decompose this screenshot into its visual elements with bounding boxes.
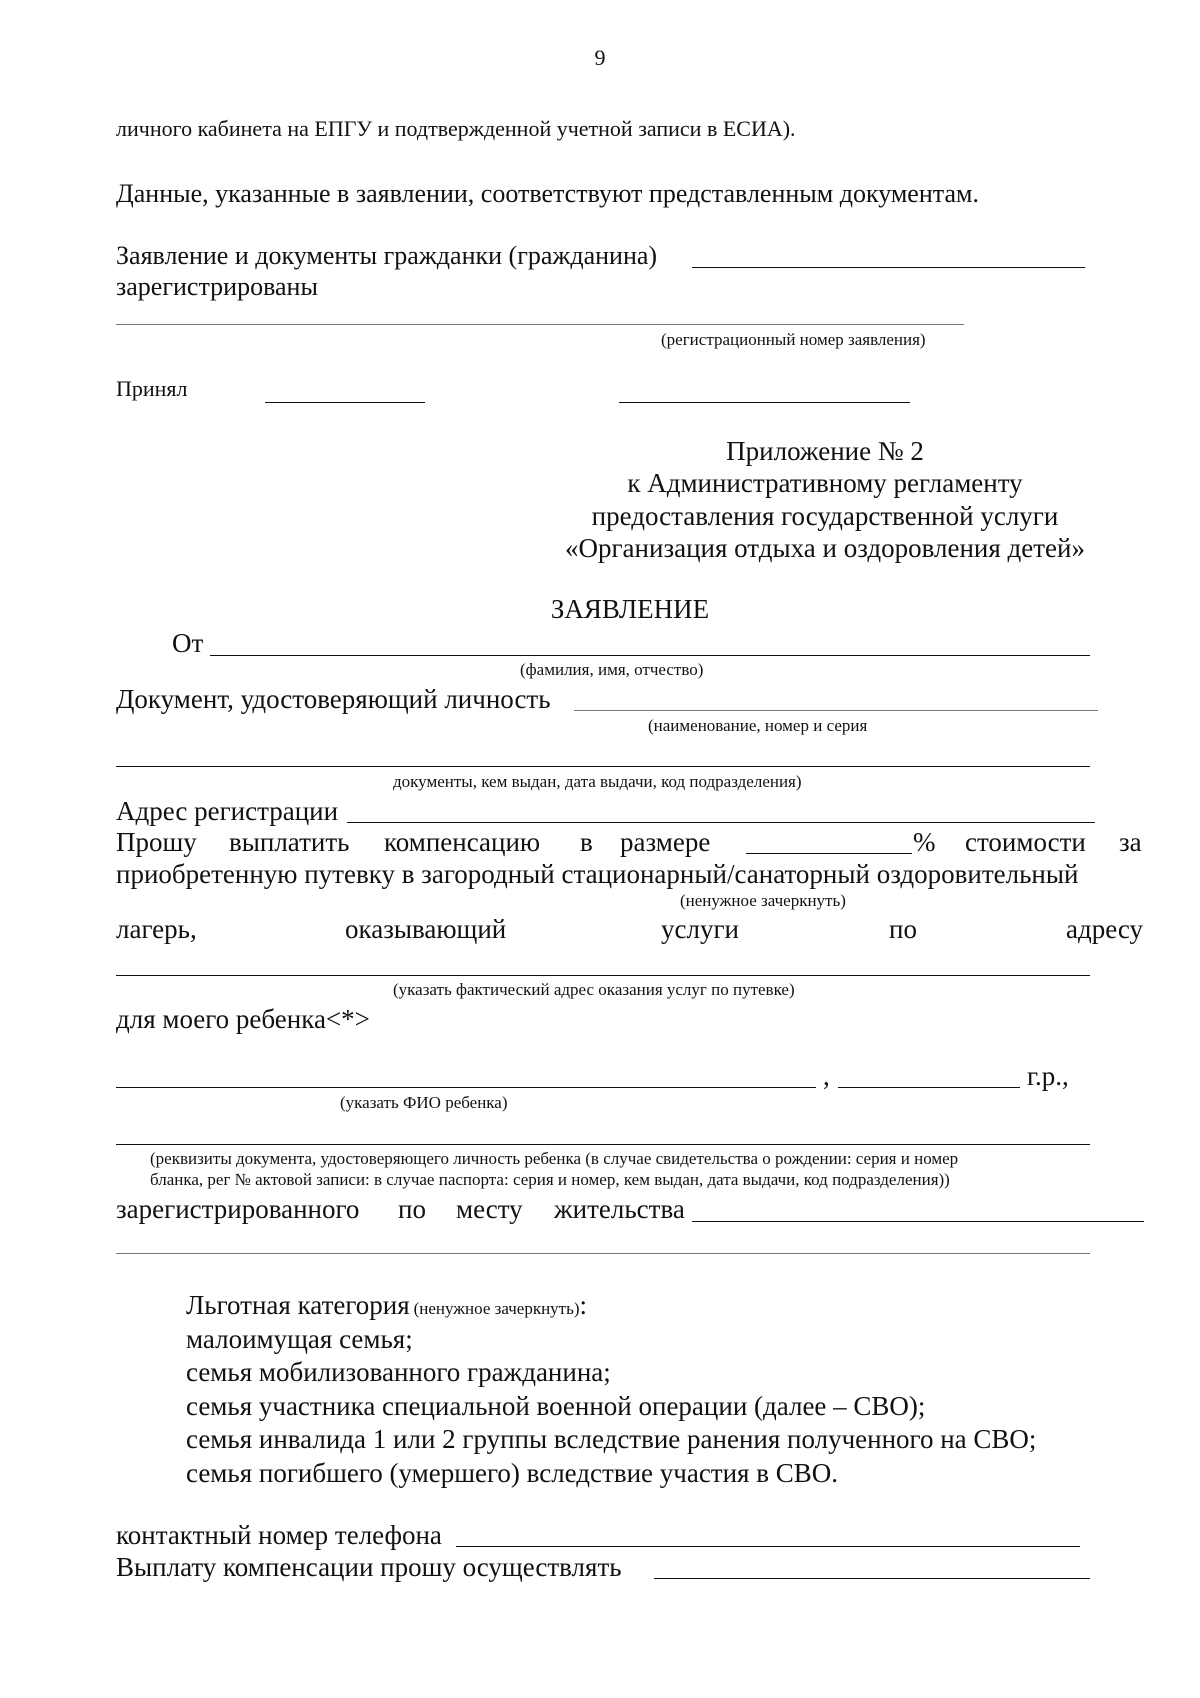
residence-blank[interactable] <box>692 1221 1144 1222</box>
benefit-item-poor-family: малоимущая семья; <box>186 1324 413 1354</box>
voucher-line: приобретенную путевку в загородный стационарный/санаторный оздоровительный <box>116 859 1079 889</box>
from-label: От <box>172 628 204 658</box>
benefit-item-svo-participant: семья участника специальной военной операции (далее – СВО); <box>186 1391 926 1421</box>
child-comma: , <box>823 1061 830 1091</box>
request-word-1: Прошу <box>116 827 197 857</box>
payment-blank[interactable] <box>654 1578 1090 1579</box>
from-caption: (фамилия, имя, отчество) <box>520 660 704 679</box>
request-word-4: в <box>580 827 593 857</box>
payment-label: Выплату компенсации прошу осуществлять <box>116 1552 622 1582</box>
appendix-line2: к Административному регламенту <box>627 468 1023 498</box>
camp-word-1: лагерь, <box>116 914 197 944</box>
child-doc-caption2: бланка, рег № актовой записи: в случае паспорта: серия и номер, кем выдан, дата выдачи, код подразделения)) <box>150 1170 950 1189</box>
cost-word-1: стоимости <box>965 827 1086 857</box>
camp-word-2: оказывающий <box>345 914 507 944</box>
id-doc-caption1: (наименование, номер и серия <box>648 716 868 735</box>
benefits-heading-colon: : <box>579 1290 588 1320</box>
child-name-caption: (указать ФИО ребенка) <box>340 1093 508 1112</box>
residence-word-4: жительства <box>554 1194 685 1224</box>
accepted-label: Принял <box>116 376 188 401</box>
residence-word-3: месту <box>456 1194 523 1224</box>
birth-year-suffix: г.р., <box>1027 1061 1069 1091</box>
page-number: 9 <box>594 45 606 70</box>
id-doc-label: Документ, удостоверяющий личность <box>116 684 551 714</box>
camp-word-4: по <box>889 914 917 944</box>
contact-phone-blank[interactable] <box>456 1546 1080 1547</box>
cost-word-2: за <box>1119 827 1142 857</box>
registered-line2: зарегистрированы <box>116 272 318 301</box>
reg-number-caption: (регистрационный номер заявления) <box>661 330 926 349</box>
request-word-2: выплатить <box>229 827 350 857</box>
percent-blank[interactable] <box>746 853 912 854</box>
accepted-name-blank[interactable] <box>619 402 910 403</box>
appendix-line1: Приложение № 2 <box>726 436 924 466</box>
form-title: ЗАЯВЛЕНИЕ <box>550 594 710 624</box>
child-doc-caption1: (реквизиты документа, удостоверяющего личность ребенка (в случае свидетельства о рождении: серия и номер <box>150 1149 959 1168</box>
data-match-line: Данные, указанные в заявлении, соответствуют представленным документам. <box>116 179 979 208</box>
request-word-3: компенсацию <box>384 827 541 857</box>
intro-line: личного кабинета на ЕПГУ и подтвержденной учетной записи в ЕСИА). <box>116 116 796 141</box>
benefits-heading-note: (ненужное зачеркнуть) <box>413 1299 580 1318</box>
id-doc-caption2: документы, кем выдан, дата выдачи, код подразделения) <box>393 772 802 791</box>
id-doc-blank-2[interactable] <box>116 766 1090 767</box>
birth-year-blank[interactable] <box>838 1087 1020 1088</box>
camp-word-5: адресу <box>1066 914 1144 944</box>
reg-number-blank[interactable] <box>116 324 964 325</box>
from-blank[interactable] <box>210 655 1090 656</box>
child-label: для моего ребенка<*> <box>116 1004 370 1034</box>
actual-address-caption: (указать фактический адрес оказания услуг по путевке) <box>393 980 795 999</box>
reg-address-label: Адрес регистрации <box>116 796 339 826</box>
contact-phone-label: контактный номер телефона <box>116 1520 442 1550</box>
strike-caption: (ненужное зачеркнуть) <box>680 891 846 910</box>
actual-address-blank[interactable] <box>116 975 1090 976</box>
benefit-item-mobilized: семья мобилизованного гражданина; <box>186 1357 611 1387</box>
id-doc-blank[interactable] <box>574 710 1098 711</box>
appendix-line4: «Организация отдыха и оздоровления детей» <box>564 533 1085 563</box>
request-word-5: размере <box>620 827 711 857</box>
appendix-line3: предоставления государственной услуги <box>591 501 1059 531</box>
residence-blank-2[interactable] <box>116 1253 1090 1254</box>
benefits-heading: Льготная категория <box>186 1290 410 1320</box>
residence-word-2: по <box>398 1194 426 1224</box>
reg-address-blank[interactable] <box>347 822 1095 823</box>
registered-blank[interactable] <box>692 267 1085 268</box>
benefits-heading-row <box>186 1292 587 1319</box>
registered-line1: Заявление и документы гражданки (гражданина) <box>116 241 658 270</box>
percent-sign: % <box>913 827 936 857</box>
benefit-item-disabled: семья инвалида 1 или 2 группы вследствие ранения полученного на СВО; <box>186 1424 1037 1454</box>
benefit-item-deceased: семья погибшего (умершего) вследствие участия в СВО. <box>186 1458 838 1488</box>
residence-word-1: зарегистрированного <box>116 1194 360 1224</box>
child-name-blank[interactable] <box>116 1087 816 1088</box>
accepted-signature-blank[interactable] <box>265 402 425 403</box>
child-doc-blank[interactable] <box>116 1144 1090 1145</box>
camp-word-3: услуги <box>661 914 739 944</box>
